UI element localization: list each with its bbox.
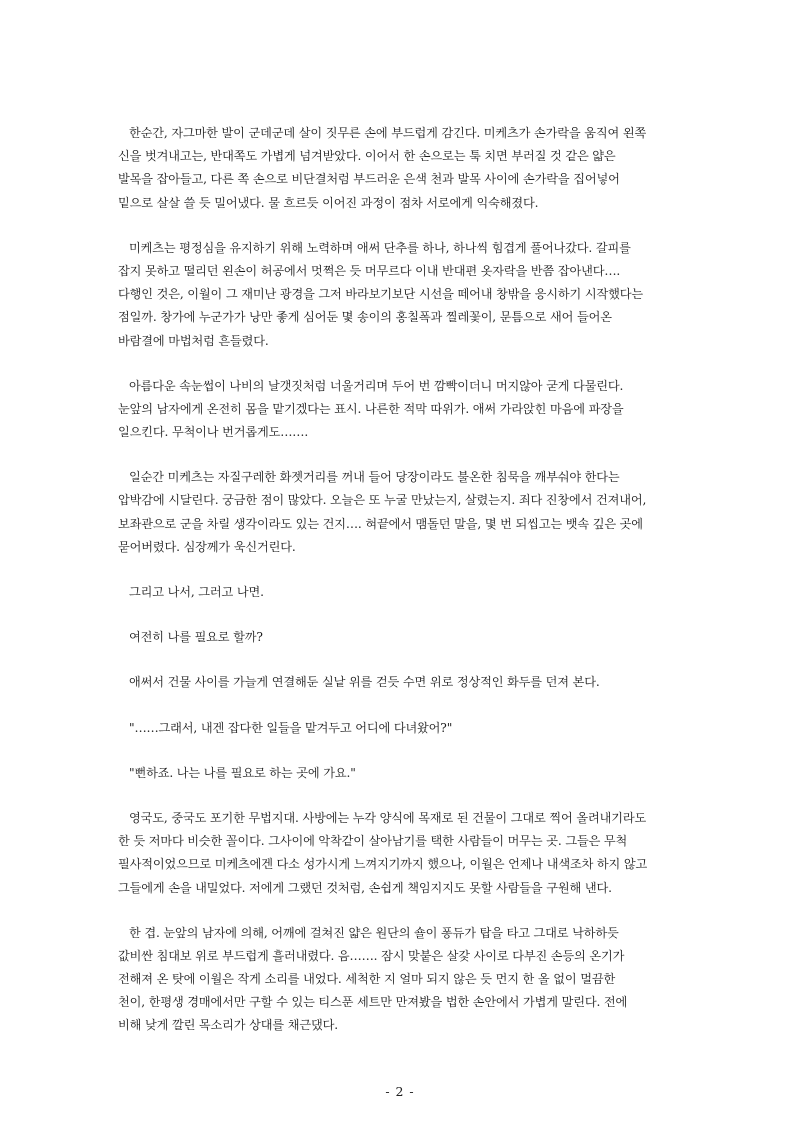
text-line: 비해 낮게 깔린 목소리가 상대를 채근댔다. [118,1018,338,1033]
text-line: 전해져 온 탓에 이월은 작게 소리를 내었다. 세척한 지 얼마 되지 않은 듯 먼지 한 올 없이 멀끔한 [118,972,616,987]
paragraph-gap [118,215,683,237]
text-line: "뻔하죠. 나는 나를 필요로 하는 곳에 가요." [129,765,356,780]
paragraph [118,717,683,740]
paragraph-gap [118,785,683,807]
text-line: 점일까. 창가에 누군가가 낭만 좋게 심어둔 몇 송이의 홍칠폭과 찔레꽃이, 문틈으로 새어 들어온 [118,310,612,325]
text-line: 그리고 나서, 그러고 나면. [129,585,264,599]
paragraph-gap [118,740,683,762]
text-line: 아름다운 속눈썹이 나비의 날갯짓처럼 너울거리며 두어 번 깜빡이더니 머지않아 굳게 다물린다. [129,378,624,393]
text-line: "……그래서, 내겐 잡다한 일들을 맡겨두고 어디에 다녀왔어?" [129,720,453,735]
text-line: 미케츠는 평정심을 유지하기 위해 노력하며 애써 단추를 하나, 하나씩 힘겹게 풀어나갔다. 갈피를 [129,240,631,255]
page-number: - 2 - [385,1084,415,1099]
paragraph-gap [118,559,683,581]
text-line: 보좌관으로 군을 차릴 생각이라도 있는 건지…. 혀끝에서 맴돌던 말을, 몇 번 되씹고는 뱃속 깊은 곳에 [118,516,643,531]
paragraph [118,762,683,785]
paragraph-gap [118,695,683,717]
paragraph [118,922,683,1038]
text-line: 밑으로 살살 쓸 듯 밀어냈다. 물 흐르듯 이어진 과정이 점차 서로에게 익숙해졌다. [118,195,539,210]
text-line: 천이, 한평생 경매에서만 구할 수 있는 티스푼 세트만 만져봤을 법한 손안에서 가볍게 말린다. 전에 [118,995,628,1010]
paragraph-gap [118,353,683,375]
paragraph [118,581,683,604]
text-line: 한 듯 저마다 비슷한 꼴이다. 그사이에 악착같이 살아남기를 택한 사람들이 머무는 곳. 그들은 무척 [118,834,628,849]
text-line: 잡지 못하고 떨리던 왼손이 허공에서 멋쩍은 듯 머무르다 이내 반대편 옷자락을 반쯤 잡아낸다…. [118,263,621,278]
document-body [118,122,683,1038]
text-line: 눈앞의 남자에게 온전히 몸을 맡기겠다는 표시. 나른한 적막 따위가. 애써 가라앉힌 마음에 파장을 [118,401,624,416]
text-line: 압박감에 시달린다. 궁금한 점이 많았다. 오늘은 또 누굴 만났는지, 살렸는지. 죄다 진창에서 건져내어, [118,493,647,508]
text-line: 바람결에 마법처럼 흔들렸다. [118,333,269,348]
paragraph [118,466,683,559]
paragraph-gap [118,649,683,671]
text-line: 발목을 잡아들고, 다른 쪽 손으로 비단결처럼 부드러운 은색 천과 발목 사이에 손가락을 집어넣어 [118,172,620,187]
text-line: 값비싼 침대보 위로 부드럽게 흘러내렸다. 음……. 잠시 맞붙은 살갗 사이로 다부진 손등의 온기가 [118,948,625,963]
text-line: 여전히 나를 필요로 할까? [129,630,263,645]
paragraph-gap [118,900,683,922]
paragraph [118,122,683,215]
text-line: 일으킨다. 무척이나 번거롭게도……. [118,425,309,440]
paragraph-gap [118,444,683,466]
text-line: 필사적이었으므로 미케츠에겐 다소 성가시게 느껴지기까지 했으나, 이월은 언제나 내색조차 하지 않고 [118,857,648,872]
text-line: 한순간, 자그마한 발이 군데군데 살이 짓무른 손에 부드럽게 감긴다. 미케츠가 손가락을 움직여 왼쪽 [129,126,647,140]
paragraph [118,807,683,900]
paragraph [118,626,683,649]
paragraph [118,375,683,445]
text-line: 영국도, 중국도 포기한 무법지대. 사방에는 누각 양식에 목재로 된 건물이 그대로 찍어 올려내기라도 [129,810,647,825]
text-line: 일순간 미케츠는 자질구레한 화젯거리를 꺼내 들어 당장이라도 불온한 침묵을 깨부숴야 한다는 [129,470,620,485]
paragraph [118,237,683,353]
text-line: 그들에게 손을 내밀었다. 저에게 그랬던 것처럼, 손쉽게 책임지지도 못할 사람들을 구원해 낸다. [118,880,612,895]
text-line: 묻어버렸다. 심장께가 욱신거린다. [118,539,296,554]
paragraph [118,671,683,694]
text-line: 한 겹. 눈앞의 남자에 의해, 어깨에 걸쳐진 얇은 원단의 숄이 퐁듀가 탑을 타고 그대로 낙하하듯 [129,925,619,940]
text-line: 다행인 것은, 이월이 그 재미난 광경을 그저 바라보기보단 시선을 떼어내 창밖을 응시하기 시작했다는 [118,287,643,302]
text-line: 애써서 건물 사이를 가늘게 연결해둔 실낱 위를 걷듯 수면 위로 정상적인 화두를 던져 본다. [129,675,600,690]
paragraph-gap [118,604,683,626]
text-line: 신을 벗겨내고는, 반대쪽도 가볍게 넘겨받았다. 이어서 한 손으로는 툭 치면 부러질 것 같은 얇은 [118,149,616,164]
